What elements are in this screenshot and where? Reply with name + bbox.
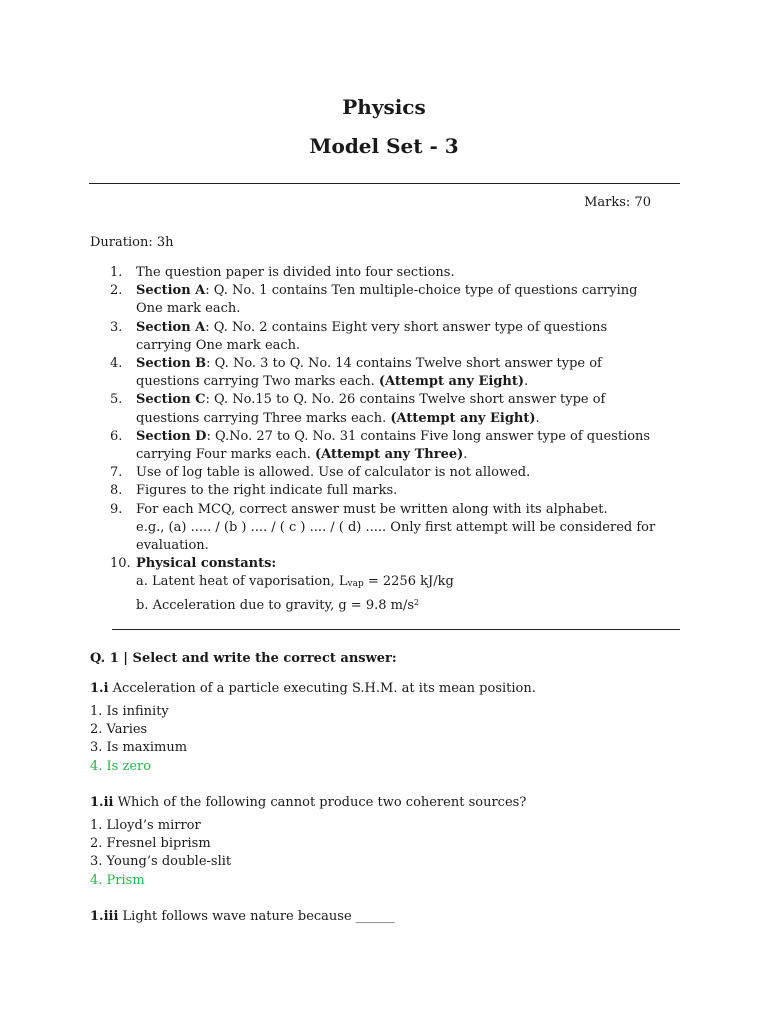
model-set-title: Model Set - 3: [309, 134, 459, 158]
question-1i: 1.i Acceleration of a particle executing S.H.M. at its mean position.: [90, 681, 536, 696]
option-item: 3. Young’s double-slit: [90, 854, 232, 870]
question-1ii-options: [90, 817, 231, 890]
total-marks: Marks: 70: [584, 195, 651, 210]
subject-title: Physics: [342, 95, 426, 119]
instruction-item: 6. Section D: Q.No. 27 to Q. No. 31 contains Five long answer type of questions carrying Four marks each. (Attempt any Three).: [110, 428, 651, 463]
question-1i-options: [90, 703, 187, 776]
instruction-item-constants: 10. Physical constants: a. Latent heat of vaporisation, $L_{vap} = 2256$ kJ/kg b. Acceleration due to gravity, g = 9.8 $m/s^2$: [110, 556, 454, 613]
instruction-item: 8. Figures to the right indicate full marks.: [110, 483, 398, 499]
option-item: 2. Varies: [90, 722, 148, 738]
instruction-item: 4. Section B: Q. No. 3 to Q. No. 14 contains Twelve short answer type of questions carrying Two marks each. (Attempt any Eight).: [110, 356, 602, 390]
option-item-correct: 4. Prism: [90, 872, 145, 888]
option-item: 1. Lloyd’s mirror: [90, 818, 201, 833]
instruction-item: 2. Section A: Q. No. 1 contains Ten multiple-choice type of questions carrying One mark each.: [110, 283, 638, 317]
instruction-item: 5. Section C: Q. No.15 to Q. No. 26 contains Twelve short answer type of questions carrying Three marks each. (Attempt any Eight).: [110, 392, 606, 426]
option-item: 1. Is infinity: [90, 704, 169, 719]
option-item-correct: 4. Is zero: [90, 758, 152, 774]
instruction-item: 7. Use of log table is allowed. Use of calculator is not allowed.: [110, 465, 531, 481]
question-1ii: 1.ii Which of the following cannot produce two coherent sources?: [90, 795, 527, 810]
option-item: 3. Is maximum: [90, 740, 188, 756]
instruction-item: 1. The question paper is divided into four sections.: [110, 265, 455, 280]
instruction-item: 9. For each MCQ, correct answer must be written along with its alphabet. e.g., (a) ..... / (b ) .... / ( c ) .... / ( d) ..... Only first attempt will be considered for evaluation.: [110, 501, 656, 554]
instruction-item: 3. Section A: Q. No. 2 contains Eight very short answer type of questions carrying One mark each.: [110, 319, 608, 353]
option-item: 2. Fresnel biprism: [90, 836, 211, 852]
section-divider: [112, 629, 680, 630]
question-1-heading: Q. 1 | Select and write the correct answer:: [90, 651, 397, 666]
question-1iii: 1.iii Light follows wave nature because ______: [90, 909, 395, 924]
header-divider: [89, 183, 680, 184]
duration: Duration: 3h: [90, 235, 174, 250]
instructions-list: [90, 264, 660, 615]
